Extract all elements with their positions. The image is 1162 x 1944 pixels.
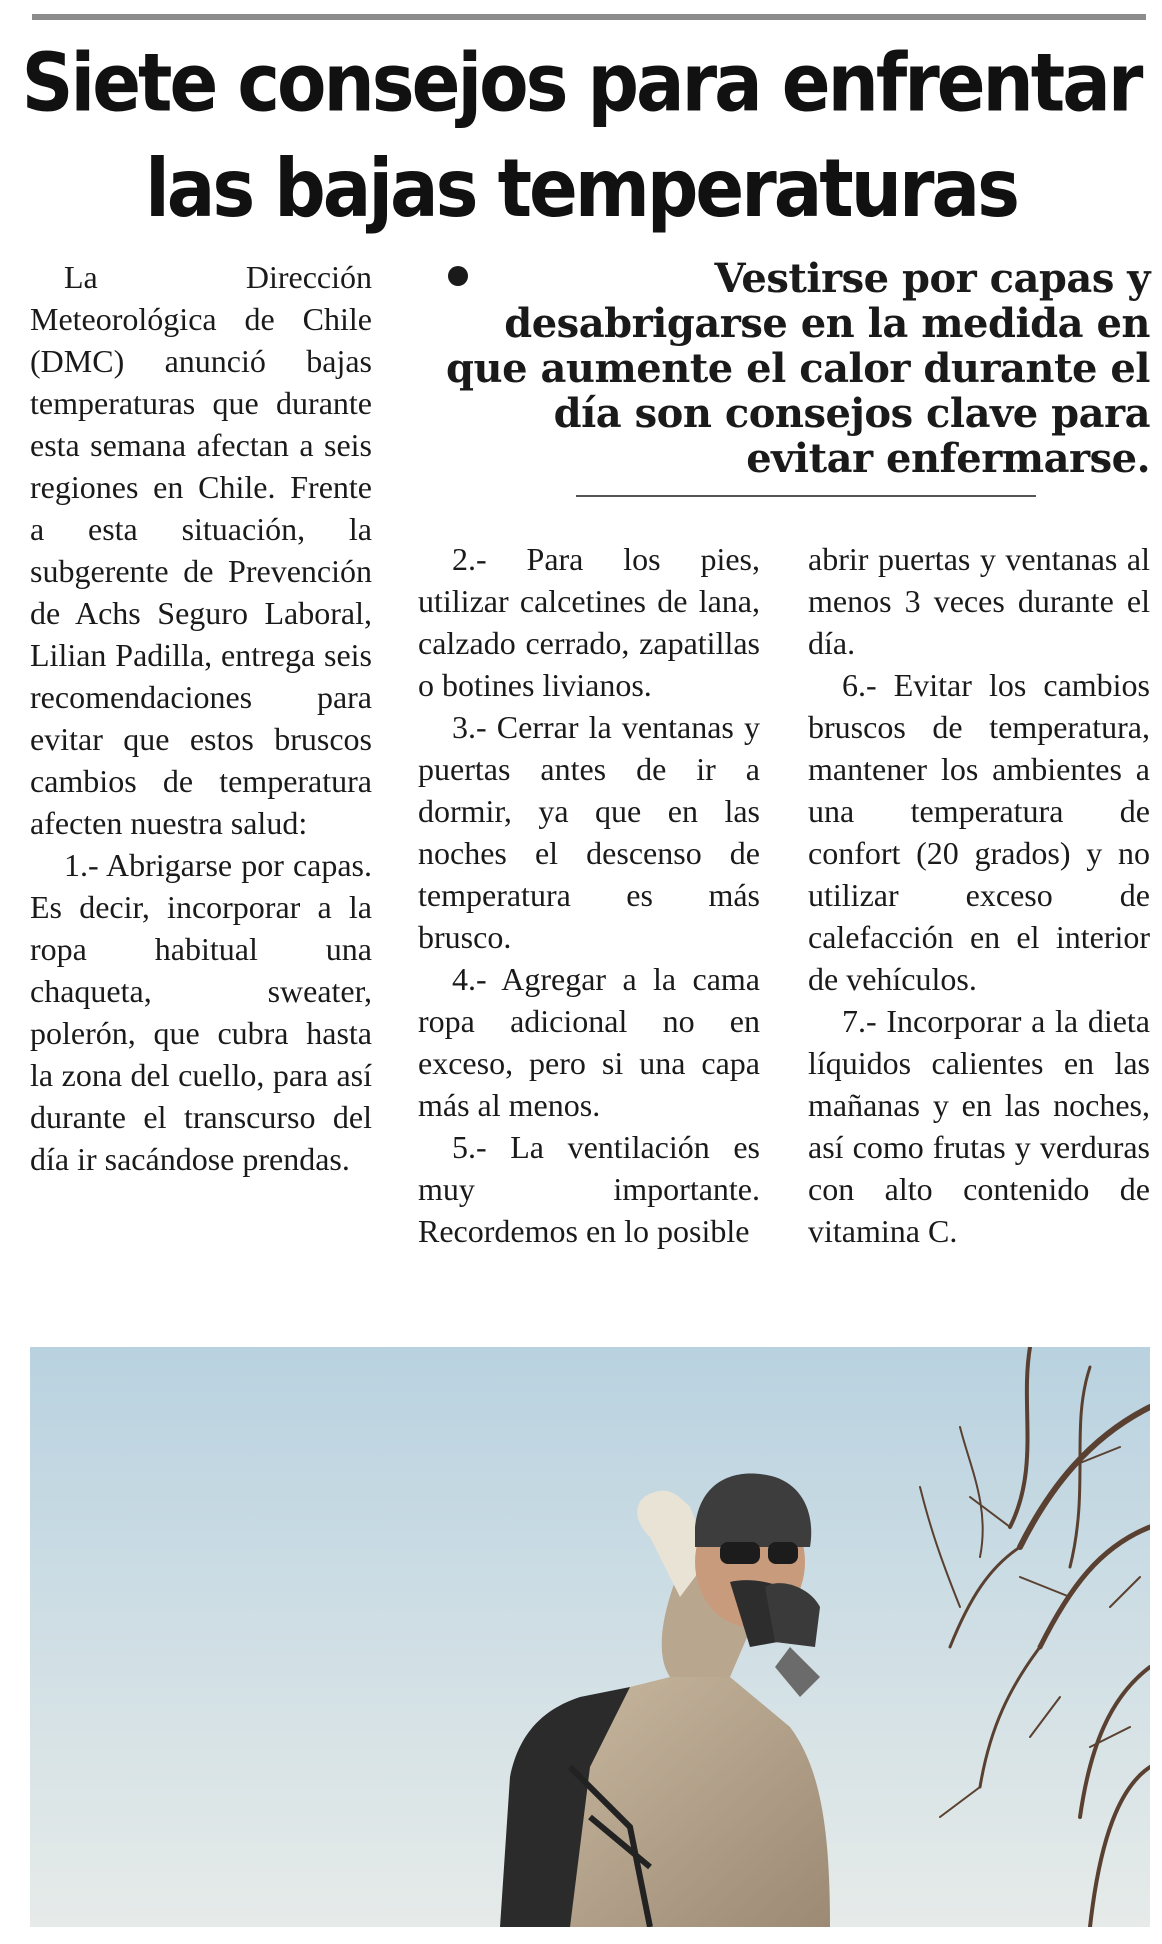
tip-1: 1.- Abrigarse por capas. Es decir, incorporar a la ropa habitual una chaqueta, sweater, polerón, que cubra hasta la zona del cuello, para así durante el transcurso del día ir sacándose prendas. (30, 847, 372, 1177)
intro-paragraph: La Dirección Meteorológica de Chile (DMC) anunció bajas temperaturas que durante esta semana afectan a seis regiones en Chile. Frente a esta situación, la subgerente de Prevención de Achs Seguro Laboral, Lilian Padilla, entrega seis recomendaciones para evitar que estos bruscos cambios de temperatura afecten nuestra salud: (30, 259, 372, 841)
tip-2: 2.- Para los pies, utilizar calcetines de lana, calzado cerrado, zapatillas o botines livianos. (418, 541, 760, 703)
column-right (808, 538, 1150, 1252)
photo-man-winter-warming-hands (30, 1347, 1150, 1927)
top-rule (32, 14, 1146, 20)
column-left (30, 256, 372, 1180)
pullquote: Vestirse por capas y desabrigarse en la medida en que aumente el calor durante el día son consejos clave para evitar enfermarse. (446, 255, 1150, 482)
headline-line-1: Siete consejos para enfrentar (21, 35, 1141, 130)
pullquote-divider (576, 495, 1036, 497)
headline-line-2: las bajas temperaturas (145, 140, 1017, 235)
tip-5: 5.- La ventilación es muy importante. Recordemos en lo posible (418, 1129, 760, 1249)
headline (20, 30, 1142, 241)
tip-7: 7.- Incorporar a la dieta líquidos calientes en las mañanas y en las noches, así como frutas y verduras con alto contenido de vitamina C. (808, 1003, 1150, 1249)
column-middle (418, 538, 760, 1252)
tip-5-continued: abrir puertas y ventanas al menos 3 veces durante el día. (808, 541, 1150, 661)
article-photo (30, 1347, 1150, 1927)
tip-4: 4.- Agregar a la cama ropa adicional no en exceso, pero si una capa más al menos. (418, 961, 760, 1123)
tip-3: 3.- Cerrar la ventanas y puertas antes de ir a dormir, ya que en las noches el descenso de temperatura es más brusco. (418, 709, 760, 955)
tip-6: 6.- Evitar los cambios bruscos de temperatura, mantener los ambientes a una temperatura de confort (20 grados) y no utilizar exceso de calefacción en el interior de vehículos. (808, 667, 1150, 997)
